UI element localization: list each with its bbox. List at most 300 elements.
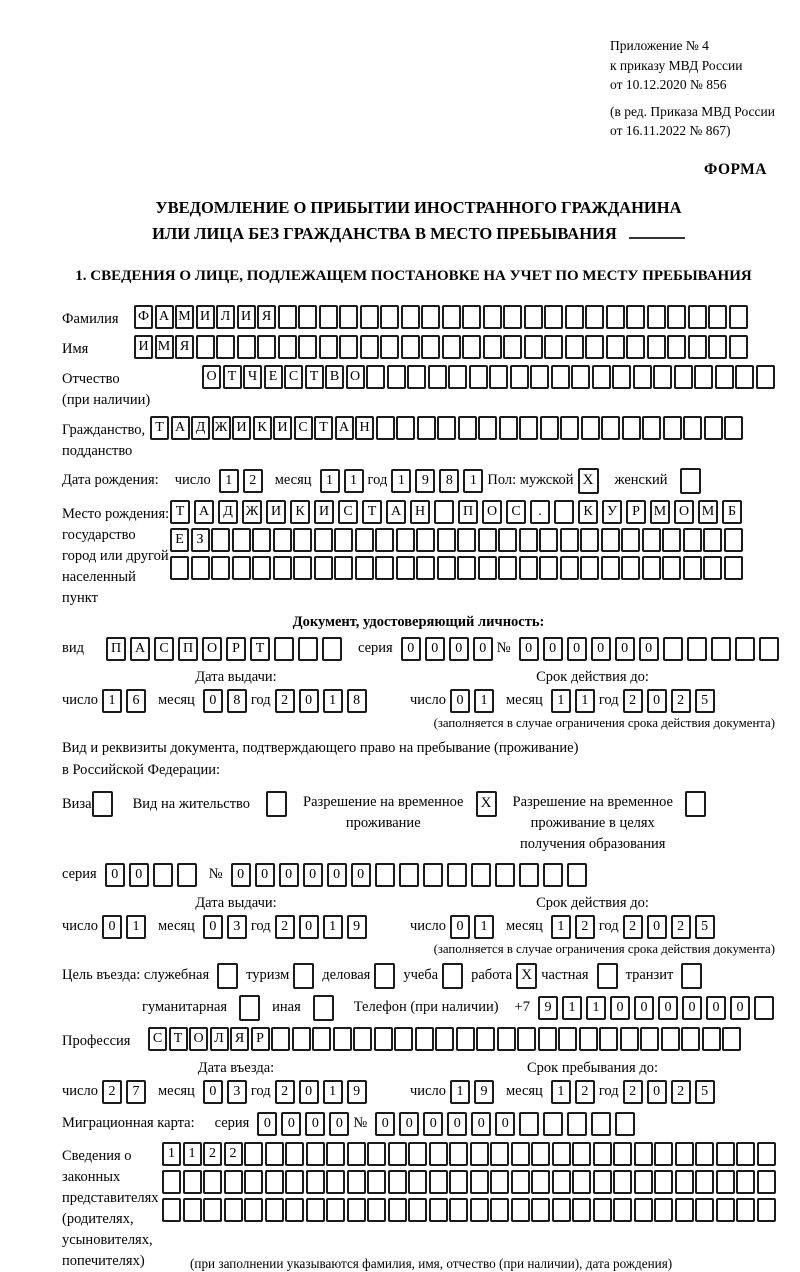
char-cell[interactable] <box>565 335 584 359</box>
purpose-business-checkbox[interactable] <box>374 963 395 989</box>
char-cell[interactable] <box>757 1170 776 1194</box>
char-cell[interactable]: 1 <box>102 689 122 713</box>
char-cell[interactable]: 7 <box>126 1080 146 1104</box>
char-cell[interactable]: Д <box>191 416 210 440</box>
char-cell[interactable]: К <box>253 416 272 440</box>
char-cell[interactable] <box>367 1170 386 1194</box>
char-cell[interactable]: 0 <box>303 863 323 887</box>
char-cell[interactable] <box>326 1198 345 1222</box>
char-cell[interactable] <box>642 556 661 580</box>
char-cell[interactable]: С <box>148 1027 167 1051</box>
char-cell[interactable] <box>724 556 743 580</box>
char-cell[interactable] <box>437 416 456 440</box>
char-cell[interactable]: 0 <box>615 637 635 661</box>
char-cell[interactable] <box>434 500 454 524</box>
char-cell[interactable]: 9 <box>415 469 435 493</box>
char-cell[interactable] <box>675 1198 694 1222</box>
char-cell[interactable] <box>708 305 727 329</box>
char-cell[interactable] <box>483 305 502 329</box>
char-cell[interactable]: 3 <box>227 915 247 939</box>
char-cell[interactable] <box>606 335 625 359</box>
char-cell[interactable]: 0 <box>102 915 122 939</box>
char-cell[interactable]: 2 <box>203 1142 222 1166</box>
char-cell[interactable] <box>224 1170 243 1194</box>
char-cell[interactable] <box>285 1198 304 1222</box>
char-cell[interactable] <box>458 416 477 440</box>
char-cell[interactable] <box>613 1198 632 1222</box>
char-cell[interactable] <box>531 1198 550 1222</box>
char-cell[interactable] <box>478 416 497 440</box>
char-cell[interactable] <box>510 365 529 389</box>
char-cell[interactable]: О <box>674 500 694 524</box>
char-cell[interactable]: 0 <box>351 863 371 887</box>
char-cell[interactable] <box>621 556 640 580</box>
char-cell[interactable] <box>408 1170 427 1194</box>
char-cell[interactable] <box>524 335 543 359</box>
char-cell[interactable]: 0 <box>682 996 702 1020</box>
char-cell[interactable] <box>334 528 353 552</box>
char-cell[interactable]: 1 <box>320 469 340 493</box>
char-cell[interactable] <box>183 1198 202 1222</box>
char-cell[interactable] <box>552 1170 571 1194</box>
char-cell[interactable] <box>543 863 563 887</box>
char-cell[interactable] <box>683 528 702 552</box>
char-cell[interactable] <box>681 1027 700 1051</box>
char-cell[interactable]: И <box>314 500 334 524</box>
char-cell[interactable]: 2 <box>275 689 295 713</box>
char-cell[interactable]: 5 <box>695 689 715 713</box>
char-cell[interactable] <box>306 1142 325 1166</box>
char-cell[interactable]: Ф <box>134 305 153 329</box>
char-cell[interactable] <box>662 556 681 580</box>
char-cell[interactable] <box>252 528 271 552</box>
char-cell[interactable] <box>416 556 435 580</box>
char-cell[interactable] <box>716 1198 735 1222</box>
purpose-other-checkbox[interactable] <box>313 995 334 1021</box>
char-cell[interactable]: 2 <box>575 1080 595 1104</box>
char-cell[interactable] <box>449 1142 468 1166</box>
char-cell[interactable] <box>593 1142 612 1166</box>
char-cell[interactable]: Я <box>230 1027 249 1051</box>
char-cell[interactable] <box>177 863 197 887</box>
char-cell[interactable] <box>498 528 517 552</box>
char-cell[interactable] <box>585 335 604 359</box>
char-cell[interactable] <box>552 1198 571 1222</box>
char-cell[interactable] <box>314 528 333 552</box>
char-cell[interactable]: Р <box>226 637 246 661</box>
char-cell[interactable]: 9 <box>538 996 558 1020</box>
char-cell[interactable] <box>483 335 502 359</box>
char-cell[interactable] <box>322 637 342 661</box>
char-cell[interactable] <box>489 365 508 389</box>
char-cell[interactable] <box>735 637 755 661</box>
char-cell[interactable] <box>416 528 435 552</box>
char-cell[interactable] <box>615 1112 635 1136</box>
char-cell[interactable]: Ж <box>242 500 262 524</box>
char-cell[interactable]: 1 <box>344 469 364 493</box>
char-cell[interactable] <box>334 556 353 580</box>
char-cell[interactable] <box>273 528 292 552</box>
char-cell[interactable] <box>663 416 682 440</box>
char-cell[interactable]: 0 <box>255 863 275 887</box>
char-cell[interactable] <box>470 1142 489 1166</box>
char-cell[interactable] <box>675 1142 694 1166</box>
char-cell[interactable] <box>232 528 251 552</box>
char-cell[interactable]: В <box>325 365 344 389</box>
char-cell[interactable]: 2 <box>275 1080 295 1104</box>
char-cell[interactable] <box>375 556 394 580</box>
char-cell[interactable] <box>580 556 599 580</box>
char-cell[interactable] <box>572 1198 591 1222</box>
char-cell[interactable] <box>415 1027 434 1051</box>
char-cell[interactable]: 1 <box>162 1142 181 1166</box>
char-cell[interactable] <box>634 1170 653 1194</box>
char-cell[interactable] <box>396 416 415 440</box>
char-cell[interactable] <box>716 1142 735 1166</box>
purpose-tourism-checkbox[interactable] <box>293 963 314 989</box>
char-cell[interactable]: 8 <box>347 689 367 713</box>
char-cell[interactable] <box>567 863 587 887</box>
char-cell[interactable] <box>429 1142 448 1166</box>
temp-residence-checkbox[interactable]: X <box>476 791 497 817</box>
char-cell[interactable] <box>252 556 271 580</box>
char-cell[interactable] <box>675 1170 694 1194</box>
char-cell[interactable]: Ч <box>243 365 262 389</box>
char-cell[interactable] <box>538 1027 557 1051</box>
char-cell[interactable]: 0 <box>423 1112 443 1136</box>
char-cell[interactable]: 0 <box>105 863 125 887</box>
char-cell[interactable] <box>449 1170 468 1194</box>
char-cell[interactable] <box>729 305 748 329</box>
char-cell[interactable] <box>421 335 440 359</box>
residence-permit-checkbox[interactable] <box>266 791 287 817</box>
char-cell[interactable] <box>662 528 681 552</box>
char-cell[interactable]: П <box>458 500 478 524</box>
char-cell[interactable]: Ж <box>212 416 231 440</box>
char-cell[interactable]: Т <box>250 637 270 661</box>
char-cell[interactable] <box>626 305 645 329</box>
char-cell[interactable]: Л <box>216 305 235 329</box>
char-cell[interactable]: 2 <box>623 915 643 939</box>
char-cell[interactable]: 0 <box>647 689 667 713</box>
char-cell[interactable] <box>388 1198 407 1222</box>
char-cell[interactable] <box>367 1142 386 1166</box>
char-cell[interactable] <box>606 305 625 329</box>
char-cell[interactable] <box>711 637 731 661</box>
char-cell[interactable]: 0 <box>281 1112 301 1136</box>
char-cell[interactable]: 2 <box>243 469 263 493</box>
char-cell[interactable] <box>429 1198 448 1222</box>
char-cell[interactable]: А <box>335 416 354 440</box>
char-cell[interactable] <box>314 556 333 580</box>
char-cell[interactable]: И <box>237 305 256 329</box>
char-cell[interactable]: Л <box>210 1027 229 1051</box>
char-cell[interactable]: 1 <box>474 915 494 939</box>
char-cell[interactable] <box>319 305 338 329</box>
char-cell[interactable] <box>759 637 779 661</box>
char-cell[interactable] <box>273 556 292 580</box>
char-cell[interactable]: К <box>578 500 598 524</box>
char-cell[interactable] <box>170 556 189 580</box>
char-cell[interactable] <box>716 1170 735 1194</box>
purpose-study-checkbox[interactable] <box>442 963 463 989</box>
char-cell[interactable] <box>703 556 722 580</box>
char-cell[interactable]: 3 <box>227 1080 247 1104</box>
char-cell[interactable] <box>634 1142 653 1166</box>
char-cell[interactable]: 0 <box>299 689 319 713</box>
char-cell[interactable]: 1 <box>586 996 606 1020</box>
char-cell[interactable]: 8 <box>439 469 459 493</box>
char-cell[interactable]: П <box>178 637 198 661</box>
char-cell[interactable]: 1 <box>323 689 343 713</box>
char-cell[interactable] <box>642 416 661 440</box>
char-cell[interactable] <box>423 863 443 887</box>
char-cell[interactable] <box>388 1170 407 1194</box>
char-cell[interactable]: 0 <box>447 1112 467 1136</box>
char-cell[interactable] <box>447 863 467 887</box>
char-cell[interactable] <box>552 1142 571 1166</box>
char-cell[interactable] <box>613 1170 632 1194</box>
char-cell[interactable] <box>503 305 522 329</box>
char-cell[interactable]: 1 <box>474 689 494 713</box>
char-cell[interactable]: 2 <box>671 689 691 713</box>
char-cell[interactable] <box>355 556 374 580</box>
char-cell[interactable] <box>216 335 235 359</box>
char-cell[interactable] <box>265 1142 284 1166</box>
char-cell[interactable] <box>593 1170 612 1194</box>
char-cell[interactable]: 2 <box>623 1080 643 1104</box>
char-cell[interactable] <box>237 335 256 359</box>
char-cell[interactable] <box>551 365 570 389</box>
char-cell[interactable] <box>591 1112 611 1136</box>
char-cell[interactable]: И <box>266 500 286 524</box>
char-cell[interactable]: 2 <box>671 915 691 939</box>
char-cell[interactable]: 0 <box>129 863 149 887</box>
char-cell[interactable]: К <box>290 500 310 524</box>
char-cell[interactable]: 1 <box>391 469 411 493</box>
temp-residence-edu-checkbox[interactable] <box>685 791 706 817</box>
char-cell[interactable] <box>543 1112 563 1136</box>
char-cell[interactable] <box>519 1112 539 1136</box>
char-cell[interactable] <box>162 1170 181 1194</box>
char-cell[interactable] <box>560 528 579 552</box>
char-cell[interactable]: 0 <box>231 863 251 887</box>
char-cell[interactable] <box>437 556 456 580</box>
sex-female-checkbox[interactable] <box>680 468 701 494</box>
char-cell[interactable] <box>353 1027 372 1051</box>
char-cell[interactable]: 1 <box>450 1080 470 1104</box>
char-cell[interactable] <box>449 1198 468 1222</box>
char-cell[interactable] <box>374 1027 393 1051</box>
char-cell[interactable] <box>571 365 590 389</box>
char-cell[interactable]: 1 <box>575 689 595 713</box>
char-cell[interactable] <box>519 416 538 440</box>
char-cell[interactable] <box>339 335 358 359</box>
char-cell[interactable] <box>695 1198 714 1222</box>
char-cell[interactable]: 2 <box>623 689 643 713</box>
char-cell[interactable] <box>539 556 558 580</box>
char-cell[interactable] <box>519 528 538 552</box>
char-cell[interactable]: 0 <box>730 996 750 1020</box>
char-cell[interactable]: 0 <box>658 996 678 1020</box>
char-cell[interactable] <box>278 335 297 359</box>
char-cell[interactable] <box>565 305 584 329</box>
char-cell[interactable]: 1 <box>551 689 571 713</box>
char-cell[interactable]: 5 <box>695 1080 715 1104</box>
char-cell[interactable]: 0 <box>567 637 587 661</box>
char-cell[interactable]: Р <box>251 1027 270 1051</box>
char-cell[interactable] <box>319 335 338 359</box>
char-cell[interactable] <box>647 305 666 329</box>
char-cell[interactable] <box>524 305 543 329</box>
char-cell[interactable] <box>736 1170 755 1194</box>
char-cell[interactable] <box>326 1142 345 1166</box>
char-cell[interactable] <box>722 1027 741 1051</box>
char-cell[interactable] <box>694 365 713 389</box>
char-cell[interactable] <box>196 335 215 359</box>
char-cell[interactable]: С <box>284 365 303 389</box>
char-cell[interactable]: 0 <box>299 1080 319 1104</box>
char-cell[interactable]: 2 <box>671 1080 691 1104</box>
char-cell[interactable]: 1 <box>323 1080 343 1104</box>
char-cell[interactable]: 0 <box>327 863 347 887</box>
char-cell[interactable]: С <box>506 500 526 524</box>
char-cell[interactable] <box>347 1142 366 1166</box>
char-cell[interactable] <box>495 863 515 887</box>
char-cell[interactable] <box>375 528 394 552</box>
char-cell[interactable]: 5 <box>695 915 715 939</box>
char-cell[interactable]: А <box>155 305 174 329</box>
char-cell[interactable] <box>298 335 317 359</box>
char-cell[interactable] <box>191 556 210 580</box>
char-cell[interactable] <box>511 1198 530 1222</box>
char-cell[interactable] <box>503 335 522 359</box>
char-cell[interactable] <box>736 1198 755 1222</box>
char-cell[interactable]: М <box>155 335 174 359</box>
char-cell[interactable] <box>736 1142 755 1166</box>
char-cell[interactable]: Е <box>170 528 189 552</box>
char-cell[interactable] <box>339 305 358 329</box>
char-cell[interactable] <box>257 335 276 359</box>
char-cell[interactable]: 0 <box>399 1112 419 1136</box>
char-cell[interactable] <box>580 528 599 552</box>
char-cell[interactable]: Т <box>223 365 242 389</box>
char-cell[interactable] <box>754 996 774 1020</box>
char-cell[interactable] <box>531 1170 550 1194</box>
char-cell[interactable]: 0 <box>591 637 611 661</box>
char-cell[interactable] <box>471 863 491 887</box>
char-cell[interactable]: И <box>232 416 251 440</box>
char-cell[interactable]: С <box>294 416 313 440</box>
char-cell[interactable] <box>560 416 579 440</box>
char-cell[interactable] <box>517 1027 536 1051</box>
char-cell[interactable] <box>511 1142 530 1166</box>
char-cell[interactable]: С <box>338 500 358 524</box>
char-cell[interactable] <box>544 335 563 359</box>
char-cell[interactable] <box>633 365 652 389</box>
char-cell[interactable] <box>376 416 395 440</box>
char-cell[interactable] <box>244 1198 263 1222</box>
char-cell[interactable] <box>469 365 488 389</box>
char-cell[interactable]: Т <box>305 365 324 389</box>
char-cell[interactable] <box>429 1170 448 1194</box>
char-cell[interactable]: Я <box>175 335 194 359</box>
char-cell[interactable]: А <box>130 637 150 661</box>
char-cell[interactable]: 0 <box>471 1112 491 1136</box>
char-cell[interactable]: 0 <box>299 915 319 939</box>
char-cell[interactable]: О <box>482 500 502 524</box>
char-cell[interactable]: Я <box>257 305 276 329</box>
char-cell[interactable] <box>396 556 415 580</box>
char-cell[interactable]: 0 <box>203 689 223 713</box>
char-cell[interactable]: 8 <box>227 689 247 713</box>
char-cell[interactable] <box>539 528 558 552</box>
char-cell[interactable] <box>394 1027 413 1051</box>
char-cell[interactable] <box>735 365 754 389</box>
char-cell[interactable] <box>593 1198 612 1222</box>
char-cell[interactable]: Р <box>626 500 646 524</box>
char-cell[interactable] <box>554 500 574 524</box>
char-cell[interactable] <box>244 1142 263 1166</box>
char-cell[interactable] <box>355 528 374 552</box>
char-cell[interactable]: Н <box>410 500 430 524</box>
char-cell[interactable]: М <box>650 500 670 524</box>
char-cell[interactable] <box>497 1027 516 1051</box>
char-cell[interactable]: 0 <box>495 1112 515 1136</box>
char-cell[interactable]: 2 <box>275 915 295 939</box>
char-cell[interactable]: 0 <box>375 1112 395 1136</box>
char-cell[interactable]: Т <box>314 416 333 440</box>
char-cell[interactable] <box>211 528 230 552</box>
char-cell[interactable]: 1 <box>183 1142 202 1166</box>
char-cell[interactable] <box>396 528 415 552</box>
char-cell[interactable] <box>292 1027 311 1051</box>
char-cell[interactable] <box>634 1198 653 1222</box>
char-cell[interactable] <box>708 335 727 359</box>
char-cell[interactable]: 1 <box>463 469 483 493</box>
char-cell[interactable] <box>367 1198 386 1222</box>
char-cell[interactable] <box>428 365 447 389</box>
char-cell[interactable] <box>581 416 600 440</box>
char-cell[interactable]: Н <box>355 416 374 440</box>
char-cell[interactable] <box>695 1142 714 1166</box>
char-cell[interactable] <box>620 1027 639 1051</box>
char-cell[interactable] <box>360 335 379 359</box>
char-cell[interactable] <box>244 1170 263 1194</box>
char-cell[interactable] <box>572 1142 591 1166</box>
purpose-humanitarian-checkbox[interactable] <box>239 995 260 1021</box>
char-cell[interactable] <box>540 416 559 440</box>
char-cell[interactable] <box>401 305 420 329</box>
char-cell[interactable] <box>558 1027 577 1051</box>
char-cell[interactable] <box>640 1027 659 1051</box>
char-cell[interactable]: А <box>194 500 214 524</box>
char-cell[interactable] <box>674 365 693 389</box>
char-cell[interactable]: А <box>171 416 190 440</box>
char-cell[interactable] <box>448 365 467 389</box>
char-cell[interactable] <box>162 1198 181 1222</box>
char-cell[interactable] <box>274 637 294 661</box>
char-cell[interactable]: М <box>698 500 718 524</box>
char-cell[interactable] <box>457 556 476 580</box>
char-cell[interactable] <box>519 863 539 887</box>
char-cell[interactable] <box>457 528 476 552</box>
char-cell[interactable]: . <box>530 500 550 524</box>
char-cell[interactable]: Т <box>170 500 190 524</box>
char-cell[interactable]: 6 <box>126 689 146 713</box>
char-cell[interactable] <box>478 556 497 580</box>
char-cell[interactable] <box>601 556 620 580</box>
